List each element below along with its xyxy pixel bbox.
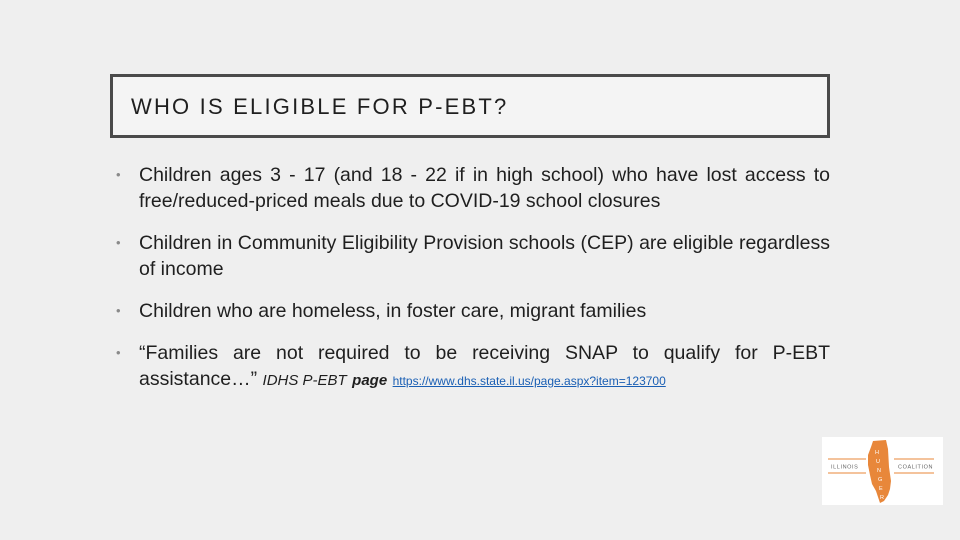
logo-letter: U — [876, 459, 880, 465]
title-box — [110, 74, 830, 138]
bullet-list — [116, 162, 830, 410]
bullet-item — [116, 298, 830, 324]
bullet-text: Children in Community Eligibility Provision schools (CEP) are eligible regardless of income — [139, 232, 830, 280]
bullet-dot: • — [116, 167, 121, 182]
illinois-hunger-coalition-logo — [822, 437, 943, 505]
logo-letter: H — [875, 450, 879, 456]
slide-title: WHO IS ELIGIBLE FOR P-EBT? — [131, 94, 509, 119]
bullet-dot: • — [116, 345, 121, 360]
bullet-text: Children ages 3 - 17 (and 18 - 22 if in high school) who have lost access to free/reduced-priced meals due to COVID-19 school closures — [139, 164, 830, 212]
logo-letter: R — [880, 495, 884, 501]
logo-left-text: ILLINOIS — [831, 464, 859, 471]
logo-letter: G — [878, 477, 883, 483]
source-label: IDHS P-EBT — [262, 372, 347, 389]
bullet-item — [116, 230, 830, 282]
bullet-text: “Families are not required to be receiving SNAP to qualify for P-EBT assistance…” — [139, 342, 830, 390]
logo-right-text: COALITION — [898, 464, 934, 471]
source-link[interactable]: https://www.dhs.state.il.us/page.aspx?item=123700 — [392, 374, 666, 388]
bullet-item — [116, 162, 830, 214]
bullet-item — [116, 340, 830, 394]
source-page-label: page — [352, 372, 388, 389]
bullet-text: Children who are homeless, in foster care, migrant families — [139, 300, 647, 322]
logo-graphic — [822, 437, 943, 505]
bullet-dot: • — [116, 303, 121, 318]
logo-letter: E — [879, 486, 883, 492]
bullet-dot: • — [116, 235, 121, 250]
logo-letter: N — [877, 468, 881, 474]
